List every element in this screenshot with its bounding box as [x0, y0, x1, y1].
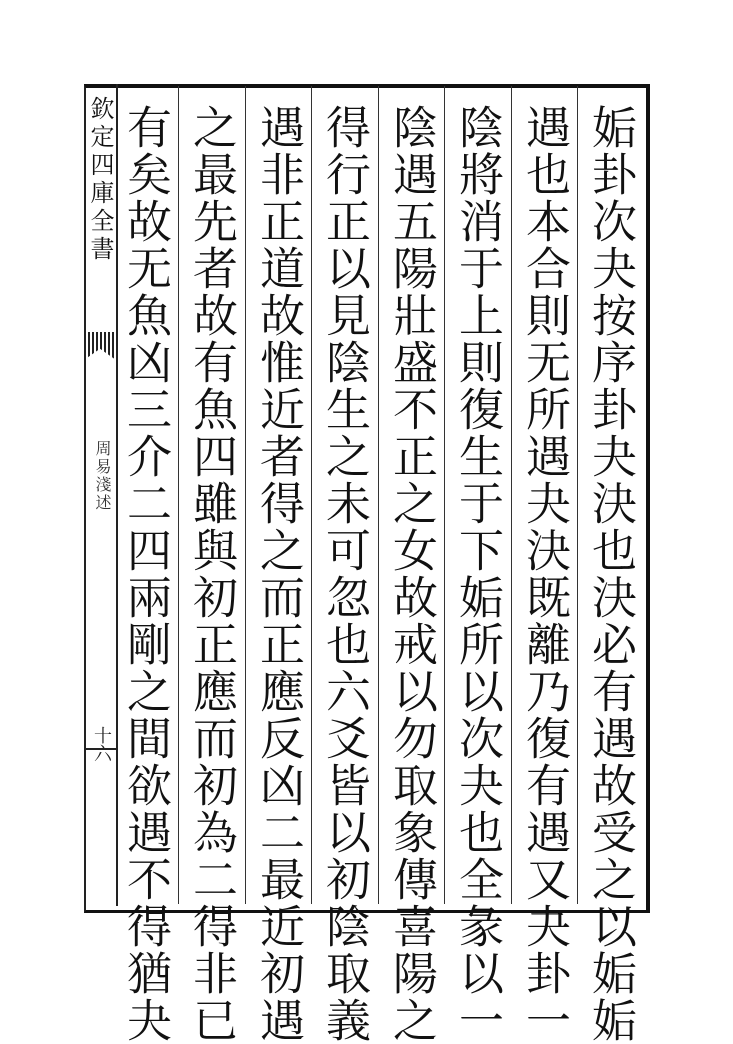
text-column-8: 有矣故无魚凶三介二四兩剛之間欲遇不得猶夬	[119, 104, 172, 1044]
text-column-7: 之最先者故有魚四雖與初正應而初為二得非已	[185, 104, 238, 1044]
text-column-3: 陰將消于上則復生于下姤所以次夬也全彖以一	[451, 104, 504, 1044]
column-rule	[378, 86, 379, 904]
margin-page-number: 十六	[91, 726, 112, 762]
margin-book-title: 周易淺述	[93, 440, 112, 512]
column-rule	[311, 86, 312, 904]
margin-collection-title: 欽定四庫全書	[86, 96, 114, 264]
text-column-6: 遇非正道故惟近者得之而正應反凶二最近初遇	[252, 104, 305, 1044]
column-rule	[577, 86, 578, 904]
margin-divider	[84, 748, 116, 750]
column-rule	[178, 86, 179, 904]
text-column-2: 遇也本合則无所遇夬決既離乃復有遇又夬卦一	[518, 104, 571, 1044]
column-rule	[444, 86, 445, 904]
column-rule	[245, 86, 246, 904]
text-column-5: 得行正以見陰生之未可忽也六爻皆以初陰取義	[318, 104, 371, 1044]
text-column-4: 陰遇五陽壯盛不正之女故戒以勿取象傳喜陽之	[385, 104, 438, 1044]
text-column-1: 姤卦次夬按序卦夬決也決必有遇故受之以姤姤	[584, 104, 637, 1044]
column-rule	[511, 86, 512, 904]
